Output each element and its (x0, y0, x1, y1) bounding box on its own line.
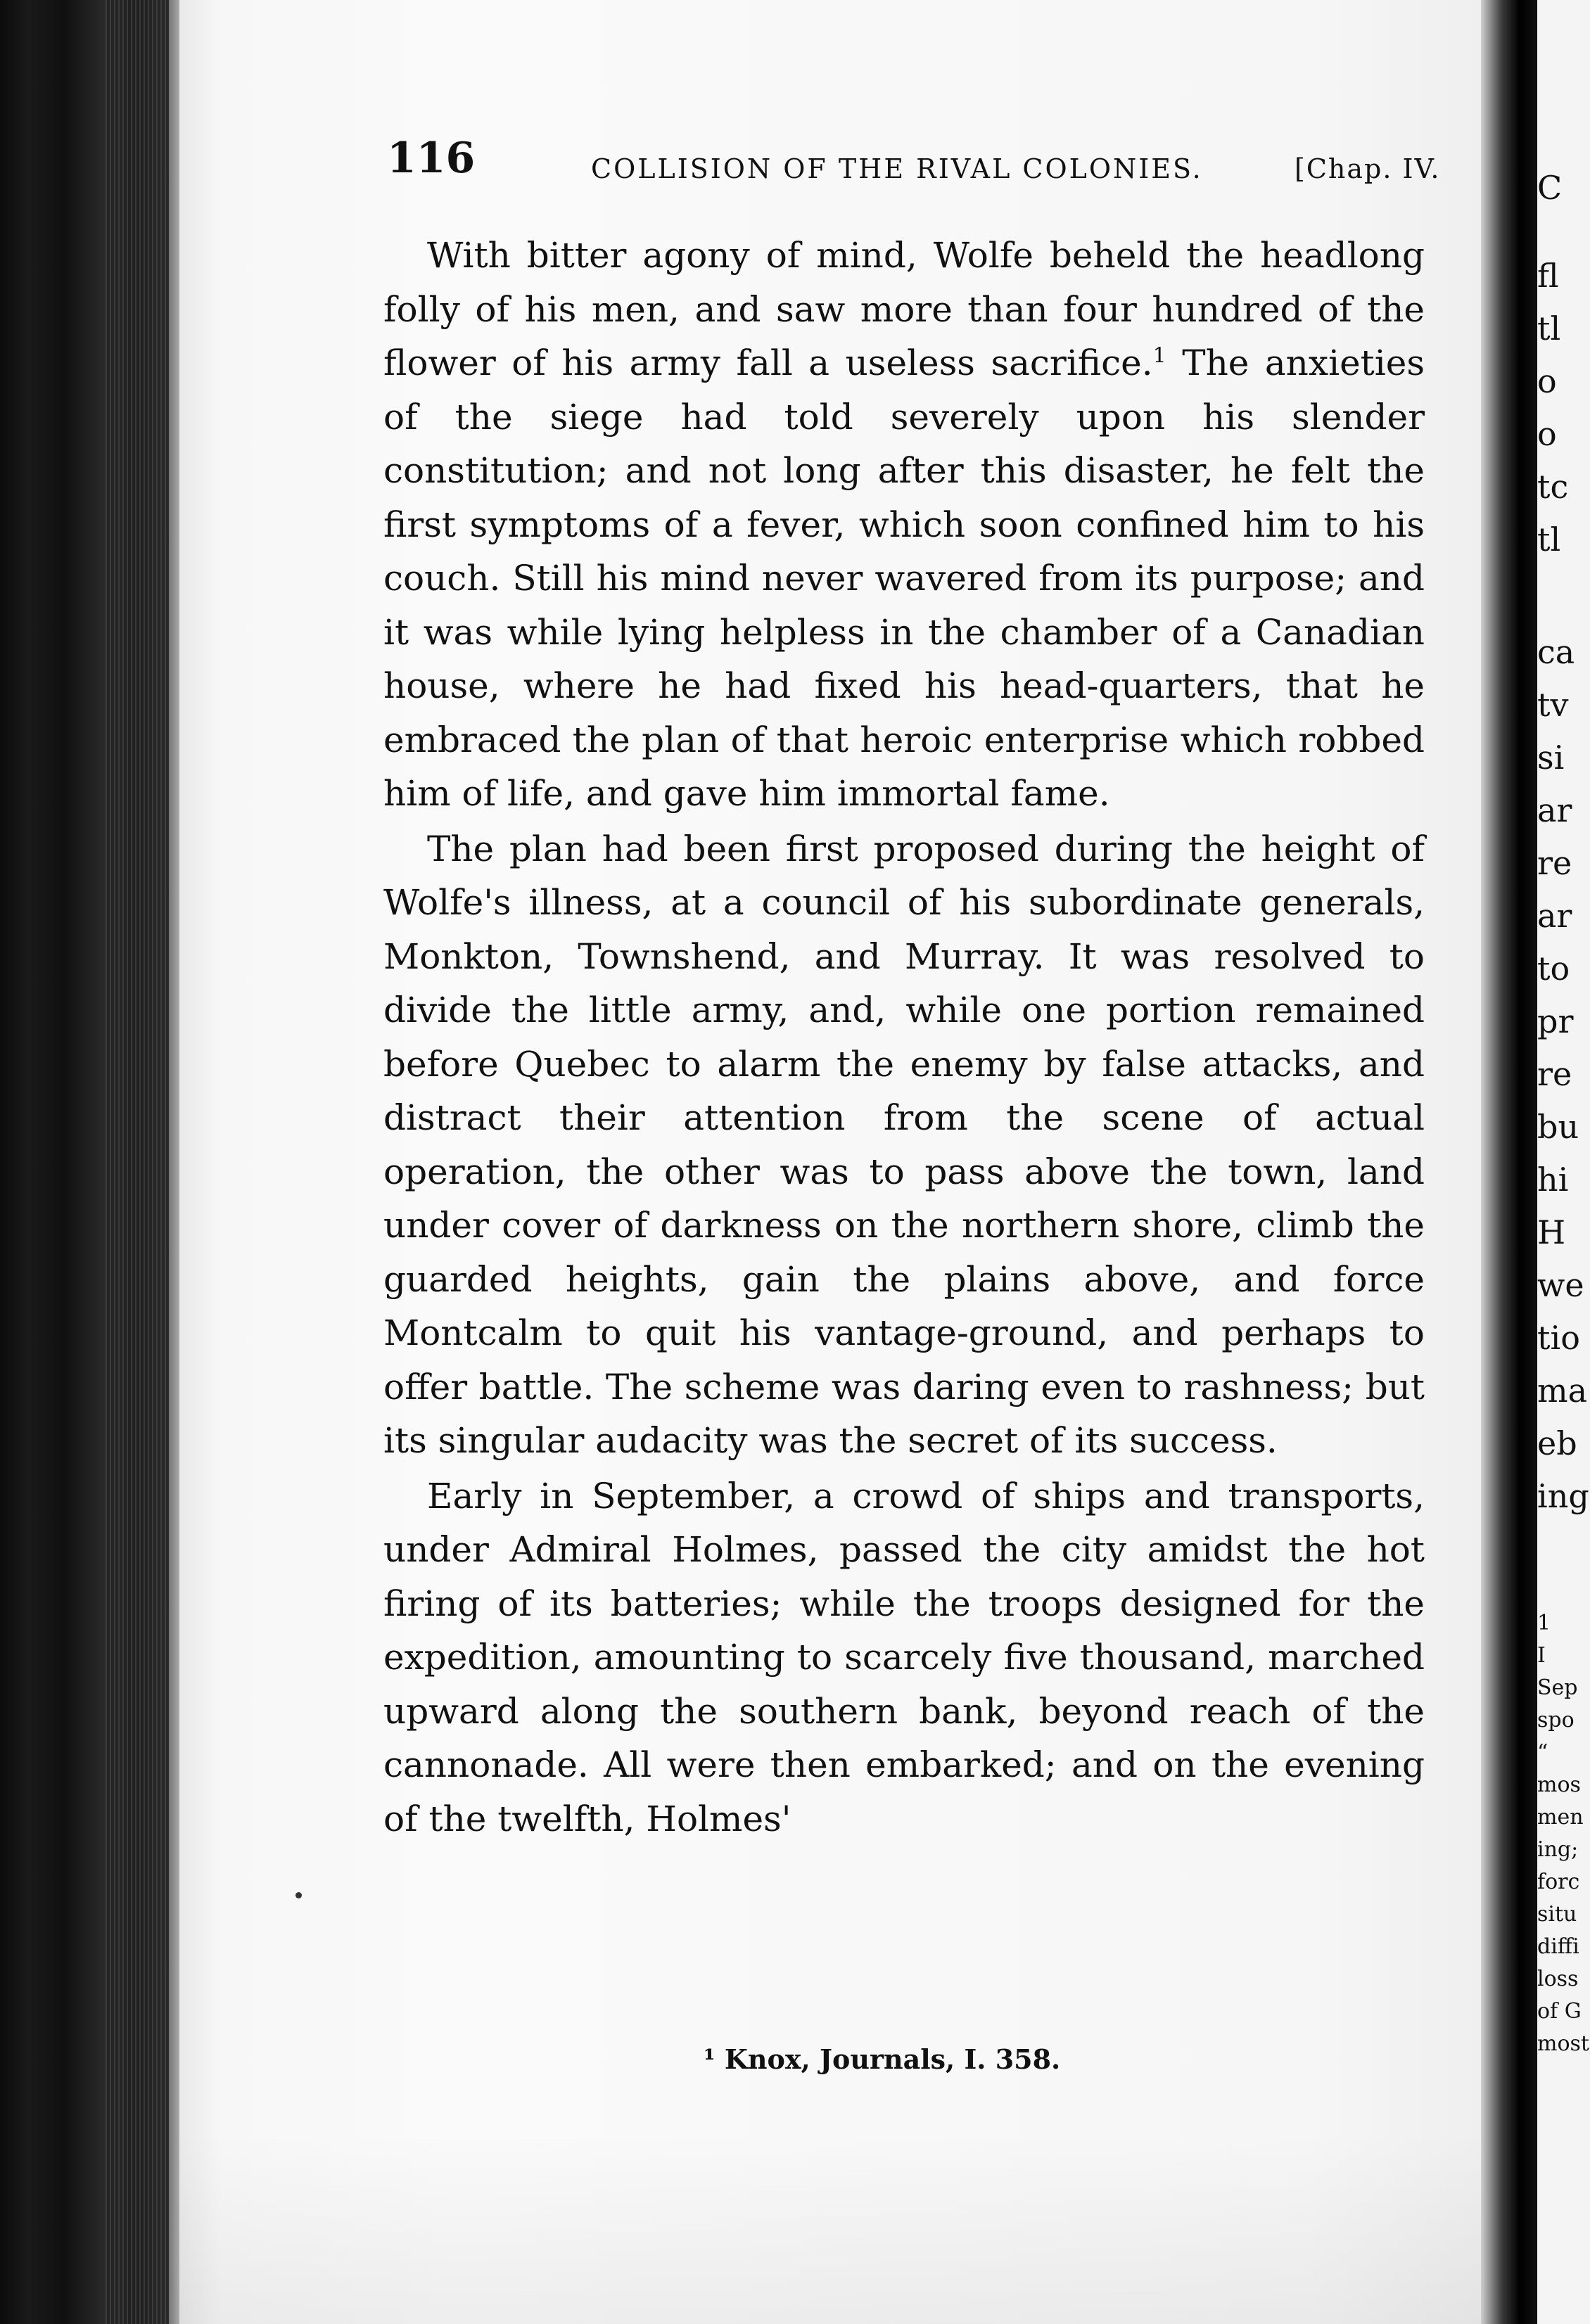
adjacent-page-line: ma (1537, 1372, 1588, 1410)
book-gutter (1481, 0, 1537, 2324)
adjacent-footnote-line: Sep (1537, 1675, 1578, 1700)
adjacent-page-line: tl (1537, 521, 1561, 558)
adjacent-page-line: C (1537, 169, 1563, 207)
adjacent-footnote-line: 1 (1537, 1611, 1551, 1635)
adjacent-footnote-line: spo (1537, 1708, 1575, 1732)
adjacent-page-line: tv (1537, 686, 1569, 724)
adjacent-page-line: to (1537, 950, 1570, 988)
body-text (383, 229, 1425, 1846)
adjacent-page-line: ca (1537, 633, 1575, 671)
page-stack-edges (106, 0, 169, 2324)
scan-speck (295, 1892, 302, 1898)
chapter-marker: [Chap. IV. (1295, 153, 1441, 184)
adjacent-footnote-line: diffi (1537, 1934, 1579, 1959)
adjacent-page-line: H (1537, 1213, 1566, 1251)
running-title: COLLISION OF THE RIVAL COLONIES. (591, 153, 1203, 184)
adjacent-page-line: o (1537, 362, 1557, 400)
adjacent-page-line: ar (1537, 791, 1572, 829)
footnote: ¹ Knox, Journals, I. 358. (704, 2043, 1061, 2075)
paragraph-1-text-continued: The anxieties of the siege had told severely upon his slender constitution; and not long after this disaster, he felt the first symptoms of a fever, which soon confined him to his couch. Still his mind never wavered from its purpose; and it was while lying helpless in the chamber of a Canadian house, where he had fixed his head-quarters, that he embraced the plan of that heroic enterprise which robbed him of life, and gave him immortal fame. (383, 343, 1425, 814)
paragraph-1 (383, 229, 1425, 821)
adjacent-footnote-line: of G (1537, 1999, 1582, 2024)
paragraph-2: The plan had been first proposed during the height of Wolfe's illness, at a council of his subordinate generals, Monkton, Townshend, and Murray. It was resolved to divide the little army, and, while one portion remained before Quebec to alarm the enemy by false attacks, and distract their attention from the scene of actual operation, the other was to pass above the town, land under cover of darkness on the northern shore, climb the guarded heights, gain the plains above, and force Montcalm to quit his vantage-ground, and perhaps to offer battle. The scheme was daring even to rashness; but its singular audacity was the secret of its success. (383, 828, 1425, 1461)
adjacent-footnote-line: loss (1537, 1967, 1579, 1991)
adjacent-footnote-line: mos (1537, 1773, 1581, 1797)
page-shading (179, 2131, 1481, 2324)
adjacent-footnote-line: men (1537, 1805, 1584, 1830)
adjacent-page-line: hi (1537, 1161, 1569, 1199)
adjacent-footnote-line: situ (1537, 1902, 1577, 1927)
adjacent-page-line: re (1537, 1055, 1572, 1093)
adjacent-footnote-line: most (1537, 2031, 1589, 2056)
adjacent-page-line: tc (1537, 468, 1569, 506)
adjacent-page-line: si (1537, 739, 1565, 777)
adjacent-footnote-line: ing; (1537, 1837, 1579, 1862)
adjacent-footnote-line: I (1537, 1643, 1546, 1668)
adjacent-page-line: pr (1537, 1002, 1574, 1040)
adjacent-page-line: fl (1537, 257, 1559, 295)
adjacent-page-line: re (1537, 844, 1572, 882)
adjacent-page-line: eb (1537, 1424, 1577, 1462)
adjacent-page-fragment (1537, 0, 1590, 2324)
paragraph-1-text: With bitter agony of mind, Wolfe beheld the headlong folly of his men, and saw more than four hundred of the flower of his army fall a useless sacrifice. (383, 235, 1425, 383)
adjacent-page-line: we (1537, 1266, 1584, 1304)
adjacent-page-line: o (1537, 415, 1557, 453)
adjacent-footnote-line: forc (1537, 1870, 1580, 1894)
adjacent-page-line: bu (1537, 1108, 1579, 1146)
adjacent-page-line: ing (1537, 1477, 1589, 1515)
adjacent-footnote-line: “ (1537, 1740, 1548, 1765)
adjacent-page-line: tl (1537, 309, 1561, 347)
adjacent-page-line: tio (1537, 1319, 1580, 1357)
adjacent-page-line: ar (1537, 897, 1572, 935)
footnote-reference: 1 (1152, 343, 1166, 369)
page-number: 116 (387, 134, 476, 183)
paragraph-3: Early in September, a crowd of ships and transports, under Admiral Holmes, passed the city amidst the hot firing of its batteries; while the troops designed for the expedition, amounting to scarcely five thousand, marched upward along the southern bank, beyond reach of the cannonade. All were then embarked; and on the evening of the twelfth, Holmes' (383, 1475, 1425, 1839)
